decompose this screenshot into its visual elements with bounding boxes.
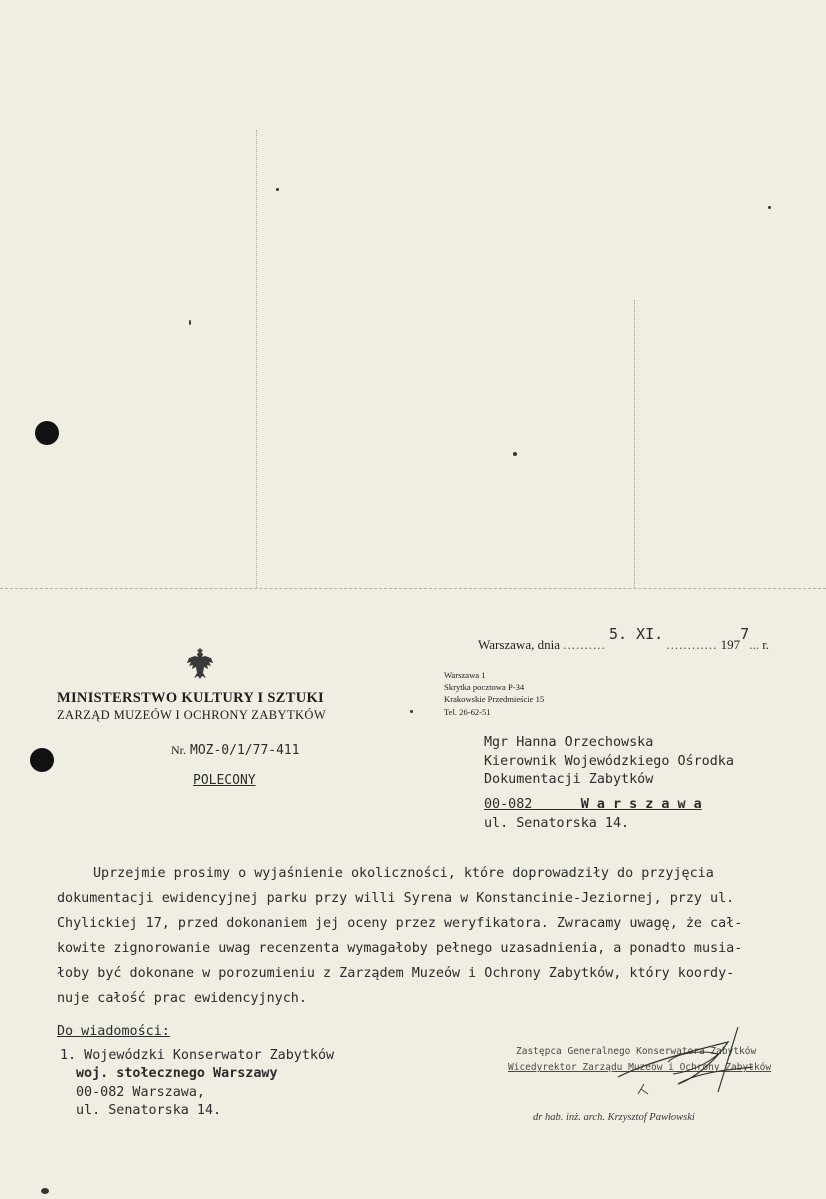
punch-hole-bottom <box>30 748 54 772</box>
stamp-line-2: Wicedyrektor Zarządu Muzeów i Ochrony Zabytków <box>508 1062 772 1073</box>
year-suffix: 7 <box>740 625 750 643</box>
speck <box>276 188 279 191</box>
official-stamp <box>508 1040 778 1110</box>
margin-line-right <box>634 300 635 588</box>
date-value: 5. XI. <box>608 625 664 643</box>
margin-line-left <box>256 130 257 588</box>
cc-line: woj. stołecznego Warszawy <box>76 1066 278 1081</box>
speck <box>189 320 191 325</box>
reference-label: Nr. <box>171 743 186 757</box>
address-line: Skrytka pocztowa P-34 <box>444 682 525 692</box>
recipient-street: ul. Senatorska 14. <box>484 816 630 831</box>
cc-line: ul. Senatorska 14. <box>76 1103 222 1118</box>
handwritten-signature <box>578 1022 768 1102</box>
letter-body <box>57 861 807 1011</box>
speck <box>768 206 771 209</box>
body-line: Chylickiej 17, przed dokonaniem jej oceny przez weryfikatora. Zwracamy uwagę, że cał- <box>57 916 743 931</box>
reference-number <box>171 741 300 759</box>
body-line: nuje całość prac ewidencyjnych. <box>57 991 307 1006</box>
city-label: Warszawa, dnia <box>478 637 560 652</box>
recipient-title-1: Kierownik Wojewódzkiego Ośrodka <box>484 754 734 769</box>
cc-line: 00-082 Warszawa, <box>76 1085 205 1100</box>
eagle-emblem-icon <box>183 648 217 682</box>
stamp-line-1: Zastępca Generalnego Konserwatora Zabytków <box>516 1046 757 1057</box>
recipient-name: Mgr Hanna Orzechowska <box>484 735 654 750</box>
speck <box>410 710 413 713</box>
address-line: Tel. 26-62-51 <box>444 707 491 717</box>
body-line: Uprzejmie prosimy o wyjaśnienie okoliczności, które doprowadziły do przyjęcia <box>93 866 714 881</box>
year-prefix: 197 <box>720 637 741 652</box>
recipient-postal-code: 00-082 <box>484 797 533 812</box>
date-line: Warszawa, dnia .......... 5. XI. ............ 1977... r. <box>478 625 770 652</box>
reference-value: MOZ-0/1/77-411 <box>190 743 300 758</box>
cc-heading: Do wiadomości: <box>57 1024 170 1039</box>
recipient-city: W a r s z a w a <box>580 797 702 812</box>
address-line: Warszawa 1 <box>444 670 486 680</box>
recipient-postal-line <box>484 797 702 812</box>
cc-line: 1. Wojewódzki Konserwator Zabytków <box>60 1048 335 1063</box>
punch-hole-top <box>35 421 59 445</box>
registered-mark: POLECONY <box>193 773 256 788</box>
r-label: r. <box>762 637 770 652</box>
signer-name: dr hab. inż. arch. Krzysztof Pawłowski <box>533 1112 695 1123</box>
fold-line <box>0 588 826 589</box>
department-name: ZARZĄD MUZEÓW I OCHRONY ZABYTKÓW <box>57 708 327 722</box>
body-line: dokumentacji ewidencyjnej parku przy willi Syrena w Konstancinie-Jeziornej, przy ul. <box>57 891 735 906</box>
recipient-title-2: Dokumentacji Zabytków <box>484 772 654 787</box>
address-line: Krakowskie Przedmieście 15 <box>444 694 545 704</box>
body-line: łoby być dokonane w porozumieniu z Zarządem Muzeów i Ochrony Zabytków, który koordy- <box>57 966 735 981</box>
date-dots: ............ <box>666 637 718 652</box>
ministry-name: MINISTERSTWO KULTURY I SZTUKI <box>57 690 324 706</box>
speck <box>41 1188 49 1194</box>
date-dots: .......... <box>563 637 606 652</box>
speck <box>513 452 517 456</box>
body-line: kowite zignorowanie uwag recenzenta wymagałoby pełnego uzasadnienia, a ponadto musia- <box>57 941 743 956</box>
